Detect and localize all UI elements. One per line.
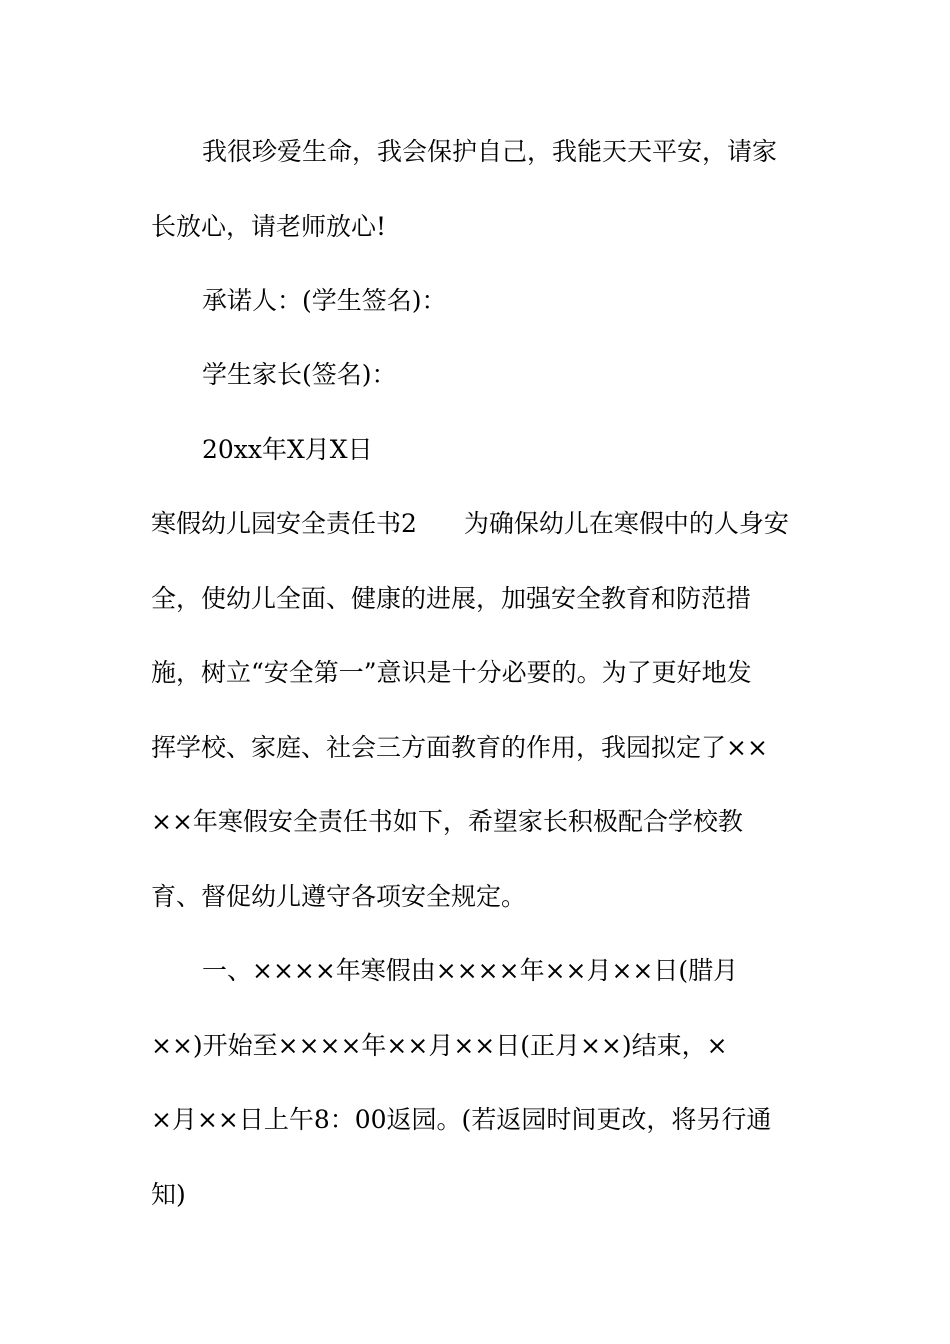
parent-signature-line: 学生家长(签名)： xyxy=(202,360,397,389)
paragraph-line: ××)开始至××××年××月××日(正月××)结束，× xyxy=(151,1031,728,1060)
paragraph-line: 我很珍爱生命，我会保护自己，我能天天平安，请家 xyxy=(202,137,778,166)
paragraph-line: 挥学校、家庭、社会三方面教育的作用，我园拟定了×× xyxy=(151,733,768,762)
date-line: 20xx年X月X日 xyxy=(202,435,373,464)
paragraph-line: 育、督促幼儿遵守各项安全规定。 xyxy=(151,882,527,911)
promisor-signature-line: 承诺人：(学生签名)： xyxy=(202,286,447,315)
paragraph-line: 一、××××年寒假由××××年××月××日(腊月 xyxy=(202,956,739,985)
section-title: 寒假幼儿园安全责任书2 xyxy=(151,509,417,538)
paragraph-line: ××年寒假安全责任书如下，希望家长积极配合学校教 xyxy=(151,807,743,836)
paragraph-line: 施，树立“安全第一”意识是十分必要的。为了更好地发 xyxy=(151,658,752,687)
paragraph-line: 全，使幼儿全面、健康的进展，加强安全教育和防范措 xyxy=(151,584,752,613)
paragraph-line: ×月××日上午8：00返园。(若返园时间更改，将另行通 xyxy=(151,1105,772,1134)
paragraph-start: 为确保幼儿在寒假中的人身安 xyxy=(463,509,789,538)
section-heading-line xyxy=(151,508,789,540)
paragraph-line: 知) xyxy=(151,1180,186,1209)
paragraph-line: 长放心，请老师放心! xyxy=(151,212,387,241)
